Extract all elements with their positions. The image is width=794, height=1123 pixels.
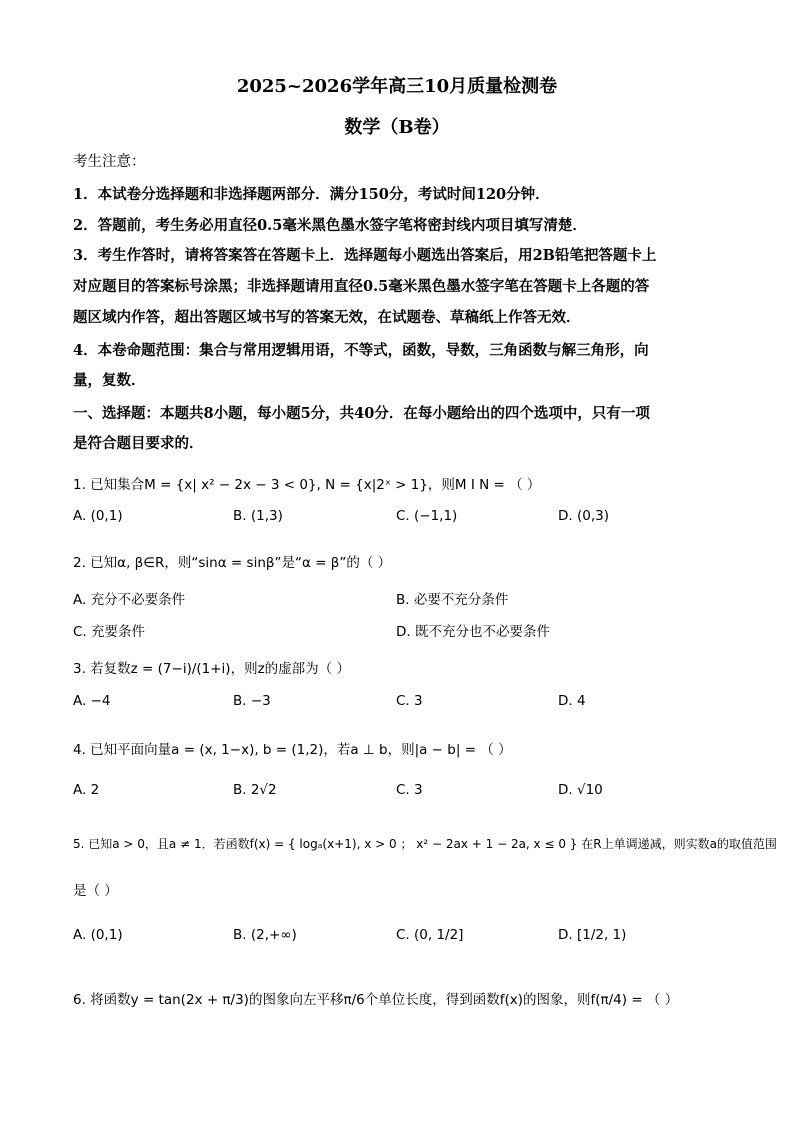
question-1-option-b: B. (1,3): [233, 508, 283, 524]
question-5-stem-line-2: 是（ ）: [73, 883, 118, 899]
question-3-option-b: B. −3: [233, 693, 271, 709]
question-4-option-a: A. 2: [73, 782, 100, 798]
question-3-option-a: A. −4: [73, 693, 111, 709]
section-heading-line-1: 一、选择题：本题共8小题，每小题5分，共40分．在每小题给出的四个选项中，只有一项: [73, 405, 650, 422]
question-5-option-b: B. (2,+∞): [233, 927, 297, 943]
question-5-option-c: C. (0, 1/2]: [396, 927, 464, 943]
question-2-option-c: C. 充要条件: [73, 624, 146, 640]
question-5-option-d: D. [1/2, 1): [558, 927, 627, 943]
notice-heading: 考生注意：: [73, 154, 146, 170]
question-2-option-a: A. 充分不必要条件: [73, 592, 186, 608]
question-4-stem: 4. 已知平面向量a = (x, 1−x), b = (1,2)，若a ⊥ b，则|a − b| = （ ）: [73, 742, 512, 758]
question-1-stem: 1. 已知集合M = {x| x² − 2x − 3 < 0}, N = {x|2ˣ > 1}，则M I N = （ ）: [73, 477, 541, 493]
question-2-option-b: B. 必要不充分条件: [396, 592, 509, 608]
question-4-option-d: D. √10: [558, 782, 603, 798]
notice-line-7: 量，复数．: [73, 372, 146, 389]
question-1-option-a: A. (0,1): [73, 508, 123, 524]
notice-line-2: 2．答题前，考生务必用直径0.5毫米黑色墨水签字笔将密封线内项目填写清楚．: [73, 217, 587, 234]
exam-title: 2025~2026学年高三10月质量检测卷: [236, 76, 558, 97]
exam-subtitle: 数学（B卷）: [344, 117, 450, 138]
question-6-stem: 6. 将函数y = tan(2x + π/3)的图象向左平移π/6个单位长度，得到函数f(x)的图象，则f(π/4) = （ ）: [73, 992, 679, 1008]
notice-line-3: 3．考生作答时，请将答案答在答题卡上．选择题每小题选出答案后，用2B铅笔把答题卡上: [73, 247, 657, 264]
notice-line-1: 1．本试卷分选择题和非选择题两部分．满分150分，考试时间120分钟．: [73, 186, 550, 203]
question-3-option-c: C. 3: [396, 693, 423, 709]
question-4-option-b: B. 2√2: [233, 782, 277, 798]
question-4-option-c: C. 3: [396, 782, 423, 798]
question-1-option-c: C. (−1,1): [396, 508, 458, 524]
question-1-option-d: D. (0,3): [558, 508, 609, 524]
notice-line-6: 4．本卷命题范围：集合与常用逻辑用语，不等式，函数，导数，三角函数与解三角形，向: [73, 342, 649, 359]
question-5-stem-line-1: 5. 已知a > 0，且a ≠ 1．若函数f(x) = { logₐ(x+1), x > 0 ； x² − 2ax + 1 − 2a, x ≤ 0 } 在R上单调递减，则实数a的取值范围: [73, 837, 777, 851]
notice-line-5: 题区域内作答，超出答题区域书写的答案无效，在试题卷、草稿纸上作答无效．: [73, 309, 581, 326]
question-5-option-a: A. (0,1): [73, 927, 123, 943]
question-2-option-d: D. 既不充分也不必要条件: [396, 624, 550, 640]
question-2-stem: 2. 已知α, β∈R，则“sinα = sinβ”是“α = β”的（ ）: [73, 555, 392, 571]
notice-line-4: 对应题目的答案标号涂黑；非选择题请用直径0.5毫米黑色墨水签字笔在答题卡上各题的答: [73, 278, 650, 295]
section-heading-line-2: 是符合题目要求的．: [73, 435, 204, 452]
question-3-stem: 3. 若复数z = (7−i)/(1+i)，则z的虚部为（ ）: [73, 661, 350, 677]
question-3-option-d: D. 4: [558, 693, 586, 709]
